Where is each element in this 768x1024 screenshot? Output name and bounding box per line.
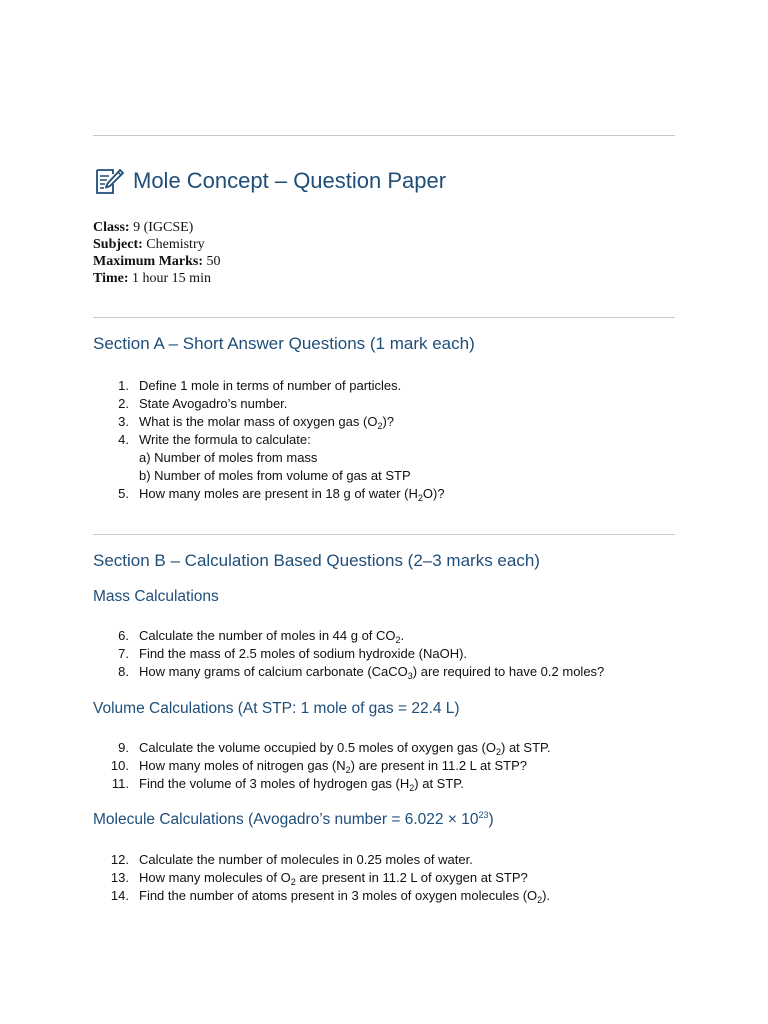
- question-text: ).: [542, 888, 551, 903]
- subscript: 2: [409, 783, 415, 793]
- question-text: Define 1 mole in terms of number of particles.: [139, 378, 402, 393]
- item-number: 13.: [110, 870, 129, 885]
- list-item: [93, 887, 693, 905]
- meta-marks-value: 50: [206, 254, 221, 269]
- list-item: [93, 413, 693, 431]
- question-text: How many moles of nitrogen gas (N: [139, 758, 346, 773]
- meta-class: [93, 219, 221, 236]
- question-text: Calculate the number of moles in 44 g of CO: [139, 628, 396, 643]
- question-text: How many molecules of O: [139, 870, 291, 885]
- mass-list: [93, 627, 693, 681]
- question-text: ) are required to have 0.2 moles?: [412, 664, 605, 679]
- question-text: Find the number of atoms present in 3 moles of oxygen molecules (O: [139, 888, 538, 903]
- subscript: 2: [537, 895, 543, 905]
- section-b-heading: Section B – Calculation Based Questions (2–3 marks each): [93, 551, 540, 570]
- sub-item: a) Number of moles from mass: [139, 450, 318, 465]
- heading-text: Molecule Calculations (Avogadro’s number = 6.022 × 10: [93, 811, 479, 828]
- question-text: )?: [382, 414, 395, 429]
- item-number: 1.: [118, 378, 129, 393]
- meta-subject-label: Subject:: [93, 237, 143, 252]
- section-a-divider: [93, 317, 675, 318]
- item-number: 7.: [118, 646, 129, 661]
- meta-time-label: Time:: [93, 271, 129, 286]
- item-number: 4.: [118, 432, 129, 447]
- meta-subject-value: Chemistry: [146, 237, 205, 252]
- item-number: 12.: [110, 852, 129, 867]
- page-title: Mole Concept – Question Paper: [133, 168, 447, 193]
- molecule-list: [93, 851, 693, 905]
- molecule-heading: [93, 811, 494, 829]
- heading-text: ): [488, 811, 494, 828]
- question-text: Calculate the volume occupied by 0.5 moles of oxygen gas (O: [139, 740, 496, 755]
- meta-time: [93, 270, 221, 287]
- item-number: 6.: [118, 628, 129, 643]
- question-text: O)?: [422, 486, 445, 501]
- list-item: [93, 663, 693, 681]
- question-text: ) are present in 11.2 L at STP?: [350, 758, 527, 773]
- question-text: How many moles are present in 18 g of water (H: [139, 486, 418, 501]
- meta-marks: [93, 253, 221, 270]
- title-row: [93, 164, 446, 198]
- list-item: [93, 485, 693, 503]
- subscript: 2: [377, 421, 383, 431]
- mass-heading: Mass Calculations: [93, 588, 219, 605]
- volume-list: [93, 739, 693, 793]
- question-text: What is the molar mass of oxygen gas (O: [139, 414, 378, 429]
- item-number: 5.: [118, 486, 129, 501]
- list-item: [93, 645, 693, 663]
- item-number: 14.: [110, 888, 129, 903]
- question-text: How many grams of calcium carbonate (CaCO: [139, 664, 408, 679]
- item-number: 11.: [111, 776, 129, 791]
- question-text: Calculate the number of molecules in 0.25 moles of water.: [139, 852, 473, 867]
- question-text: State Avogadro’s number.: [139, 396, 288, 411]
- list-item: [93, 395, 693, 413]
- subscript: 2: [345, 765, 351, 775]
- item-number: 8.: [118, 664, 129, 679]
- memo-pencil-icon: [93, 165, 125, 197]
- subscript: 2: [290, 877, 296, 887]
- question-text: Write the formula to calculate:: [139, 432, 311, 447]
- question-text: ) at STP.: [414, 776, 464, 791]
- question-text: ) at STP.: [501, 740, 551, 755]
- item-number: 3.: [118, 414, 129, 429]
- list-item: [93, 775, 693, 793]
- section-b-divider: [93, 534, 675, 535]
- list-item: [93, 627, 693, 645]
- superscript: 23: [478, 810, 489, 820]
- list-item: [93, 377, 693, 395]
- section-a-heading: Section A – Short Answer Questions (1 mark each): [93, 334, 475, 353]
- question-text: are present in 11.2 L of oxygen at STP?: [295, 870, 528, 885]
- subscript: 3: [407, 671, 413, 681]
- subscript: 2: [395, 635, 401, 645]
- item-number: 10.: [110, 758, 129, 773]
- volume-heading: Volume Calculations (At STP: 1 mole of gas = 22.4 L): [93, 700, 460, 717]
- meta-class-label: Class:: [93, 220, 130, 235]
- top-divider: [93, 135, 675, 136]
- list-item: [93, 739, 693, 757]
- item-number: 9.: [118, 740, 129, 755]
- question-text: Find the mass of 2.5 moles of sodium hydroxide (NaOH).: [139, 646, 468, 661]
- list-item: [93, 431, 693, 449]
- subscript: 2: [495, 747, 501, 757]
- list-item: [93, 869, 693, 887]
- list-item: [93, 757, 693, 775]
- question-text: Find the volume of 3 moles of hydrogen gas (H: [139, 776, 410, 791]
- question-text: .: [400, 628, 405, 643]
- sub-item: b) Number of moles from volume of gas at STP: [139, 468, 411, 483]
- meta-class-value: 9 (IGCSE): [133, 220, 194, 235]
- item-number: 2.: [118, 396, 129, 411]
- paper-meta: [93, 219, 221, 287]
- list-item: [93, 851, 693, 869]
- subscript: 2: [417, 493, 423, 503]
- meta-time-value: 1 hour 15 min: [132, 271, 211, 286]
- meta-subject: [93, 236, 221, 253]
- section-a-list: [93, 377, 693, 503]
- meta-marks-label: Maximum Marks:: [93, 254, 204, 269]
